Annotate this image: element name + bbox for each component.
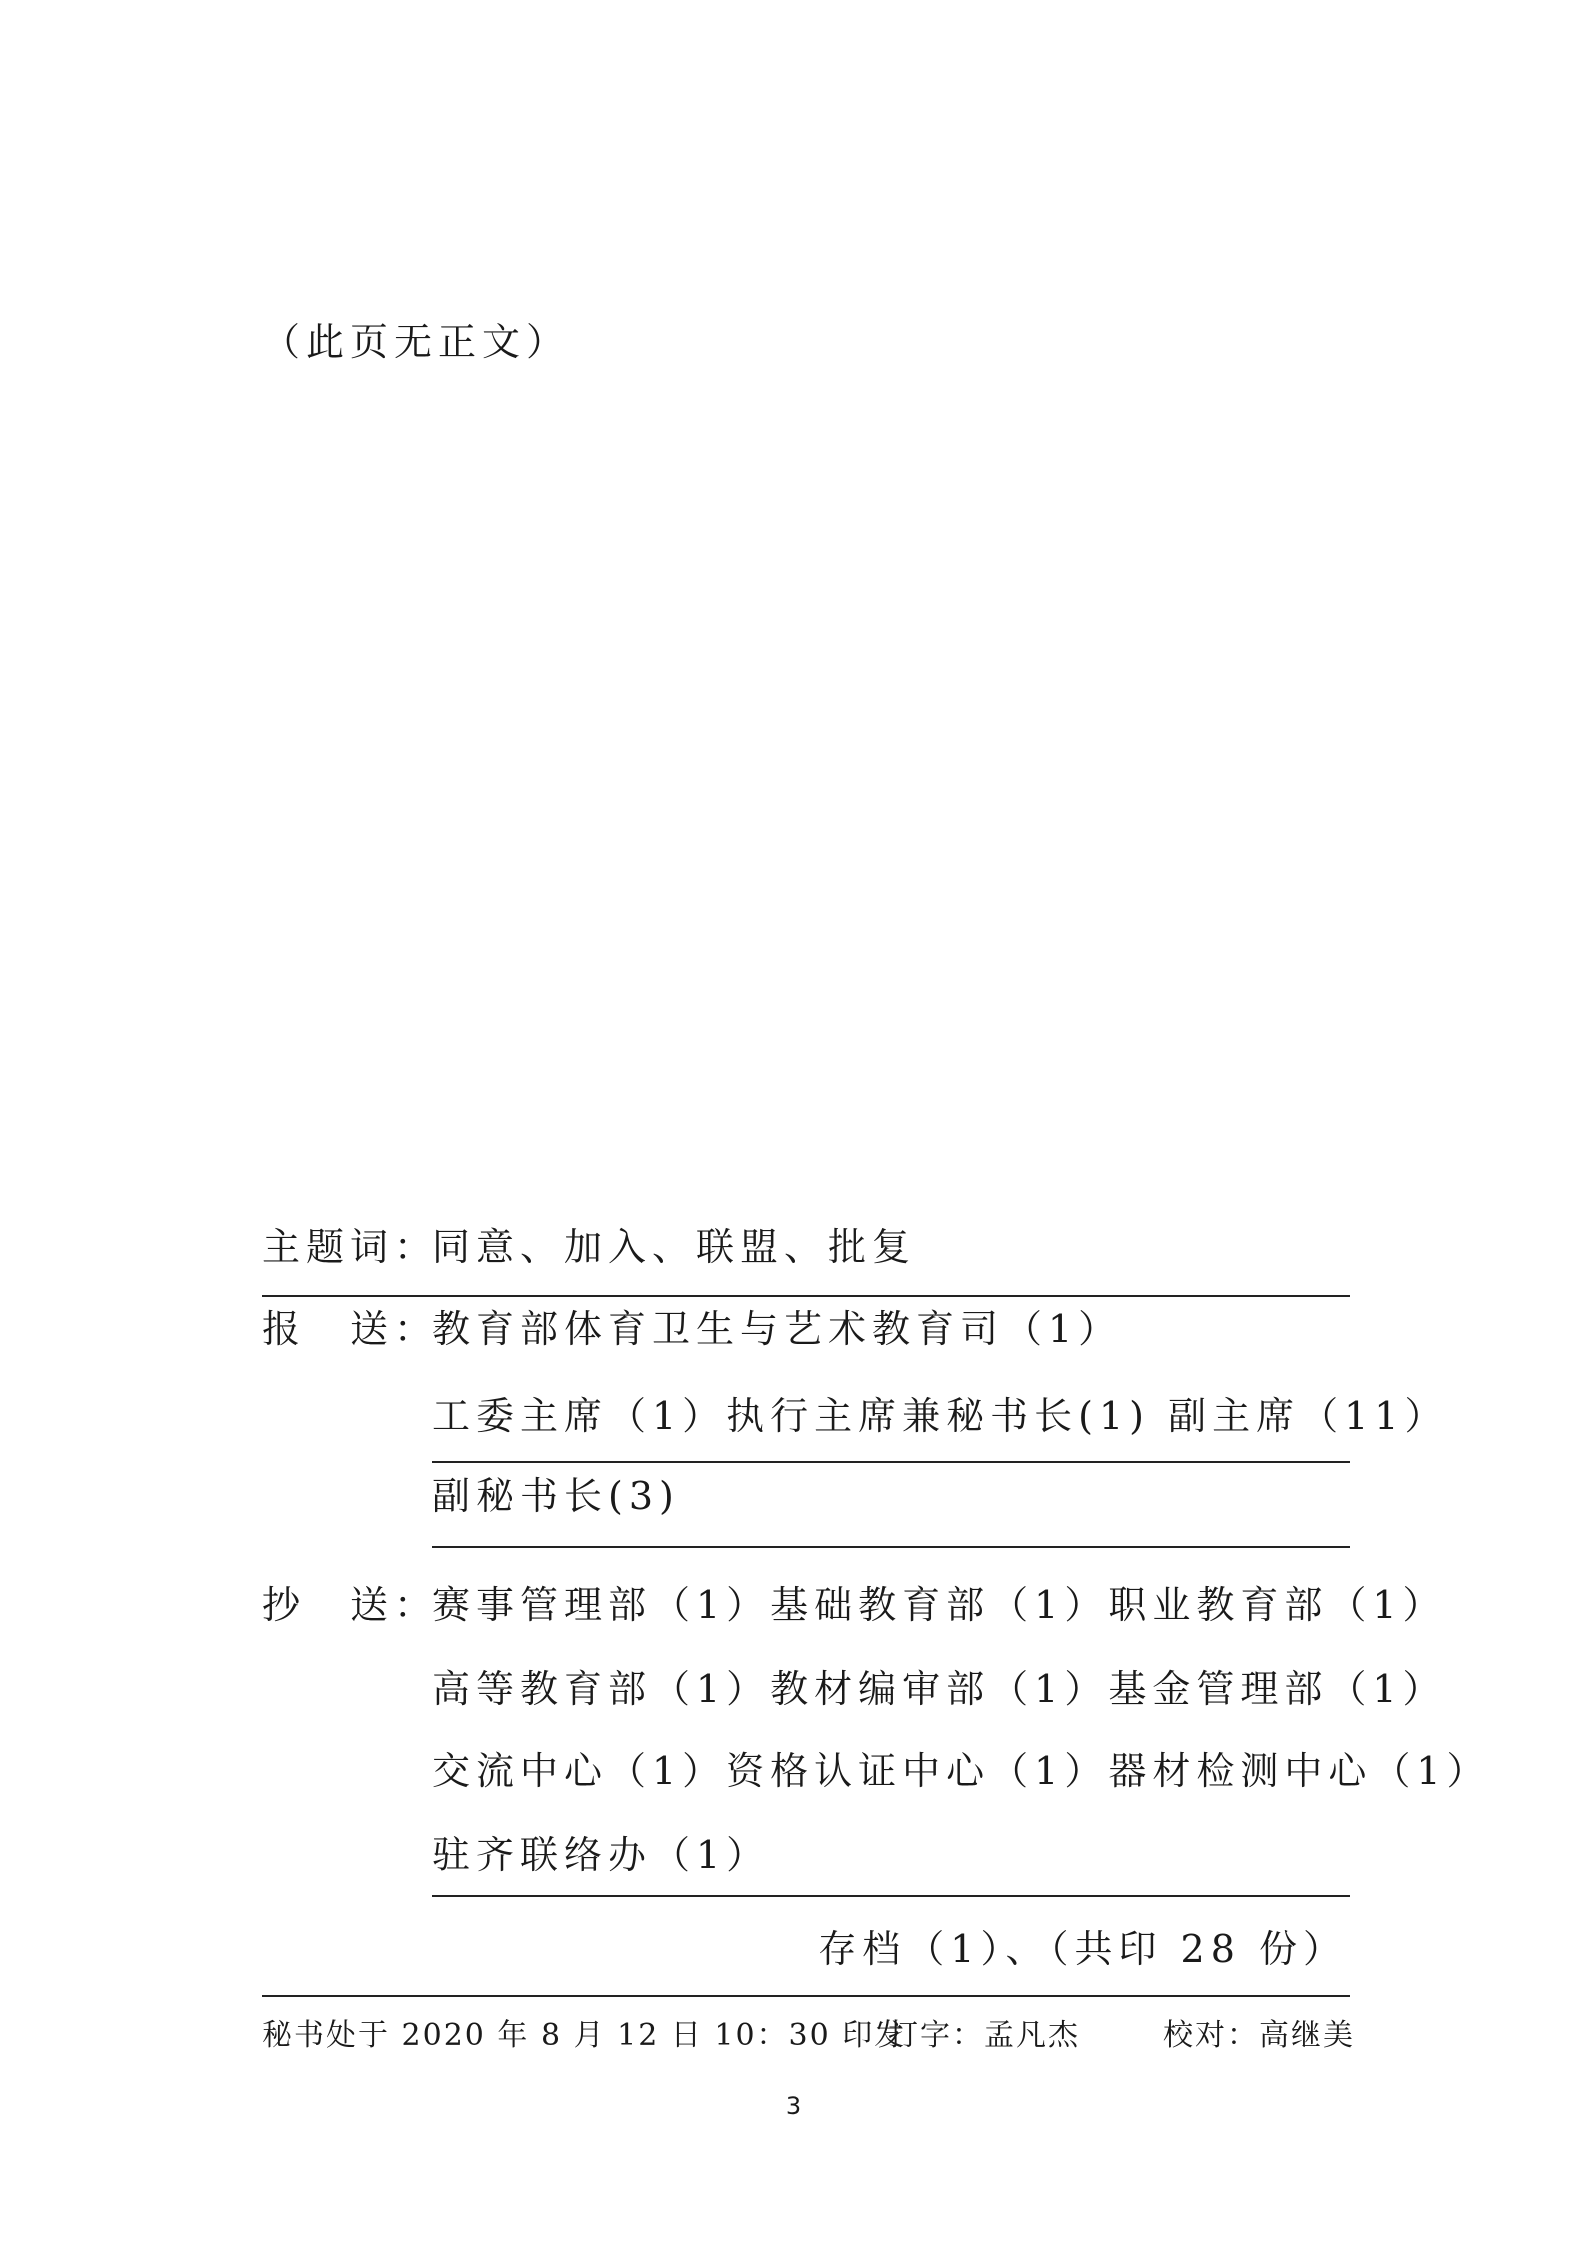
footer-issued: 秘书处于 2020 年 8 月 12 日 10：30 印发 [262,2018,907,2053]
rule-under-keywords [262,1295,1350,1297]
chaosong-line: 赛事管理部（1）基础教育部（1）职业教育部（1） [432,1583,1447,1627]
chaosong-line: 驻齐联络办（1） [432,1833,771,1877]
footer-typist: 打字：孟凡杰 [888,2018,1080,2053]
baosong-line: 工委主席（1）执行主席兼秘书长(1) 副主席（11） [432,1394,1449,1438]
keywords-value: 同意、加入、联盟、批复 [432,1225,917,1269]
rule-under-baosong [432,1546,1350,1548]
page-number: 3 [785,2092,802,2120]
page-note: （此页无正文） [262,320,571,364]
footer-proofreader: 校对：高继美 [1163,2018,1355,2053]
rule-baosong-middle [432,1461,1350,1463]
archive-note: 存档（1）、（共印 28 份） [818,1927,1347,1971]
baosong-label: 报 送： [262,1307,439,1351]
baosong-line: 副秘书长(3) [432,1474,680,1518]
rule-under-chaosong [432,1895,1350,1897]
rule-above-footer [262,1995,1350,1997]
chaosong-line: 交流中心（1）资格认证中心（1）器材检测中心（1） [432,1749,1491,1793]
baosong-line: 教育部体育卫生与艺术教育司（1） [432,1307,1123,1351]
chaosong-label: 抄 送： [262,1583,439,1627]
chaosong-line: 高等教育部（1）教材编审部（1）基金管理部（1） [432,1667,1447,1711]
keywords-label: 主题词： [262,1225,439,1269]
